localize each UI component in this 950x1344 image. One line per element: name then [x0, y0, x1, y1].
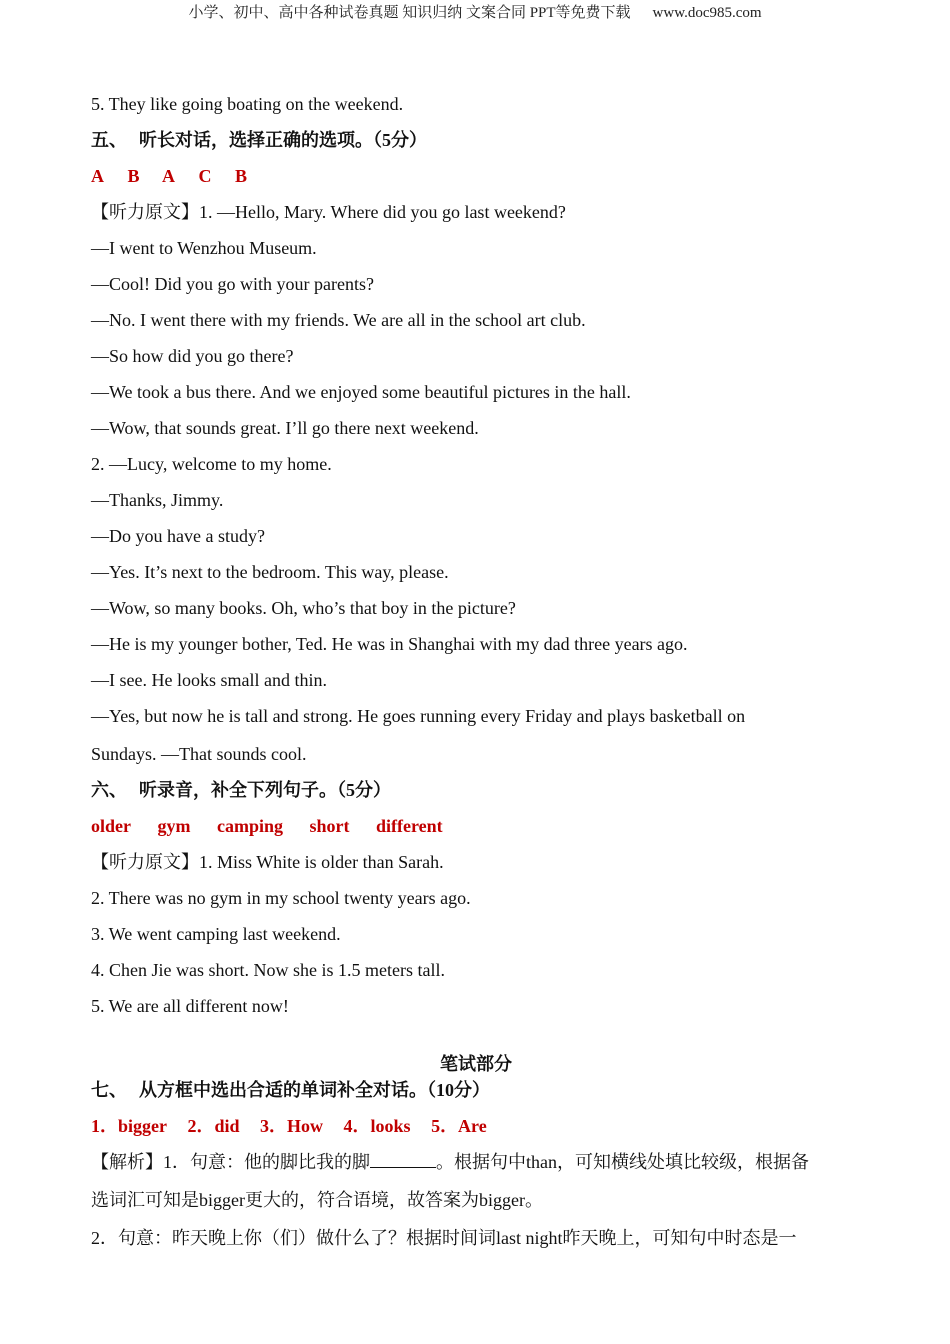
- section-number: 七、: [91, 1080, 127, 1100]
- page-header: [0, 0, 950, 24]
- answer: 5．Are: [431, 1116, 487, 1136]
- answer: older: [91, 816, 131, 836]
- dialogue-line: 【听力原文】1. —Hello, Mary. Where did you go last weekend?: [91, 202, 566, 222]
- answer: short: [309, 816, 350, 836]
- answer: C: [198, 166, 212, 186]
- document-body: [91, 92, 861, 1262]
- answer: A: [91, 166, 104, 186]
- section-number: 五、: [91, 130, 127, 150]
- answer: 1．bigger: [91, 1116, 167, 1136]
- answer: A: [162, 166, 176, 186]
- section-7-answers: [91, 1114, 861, 1150]
- header-site[interactable]: www.doc985.com: [652, 5, 762, 21]
- answer-blank: [370, 1151, 436, 1168]
- transcript-line: 3. We went camping last weekend.: [91, 924, 341, 944]
- answer: 3．How: [260, 1116, 324, 1136]
- answer: 4．looks: [343, 1116, 411, 1136]
- section-6-heading: [91, 778, 861, 814]
- text-line: 5. They like going boating on the weekend.: [91, 94, 404, 114]
- transcript-line: 【听力原文】1. Miss White is older than Sarah.: [91, 852, 444, 872]
- dialogue-line: —He is my younger bother, Ted. He was in Shanghai with my dad three years ago.: [91, 634, 688, 654]
- section-number: 六、: [91, 780, 127, 800]
- section-6-answers: [91, 814, 861, 850]
- dialogue-line: —No. I went there with my friends. We are all in the school art club.: [91, 310, 586, 330]
- transcript-line: 5. We are all different now!: [91, 996, 289, 1016]
- section-title: 听录音，补全下列句子。（5分）: [139, 780, 391, 800]
- answer: gym: [157, 816, 191, 836]
- section-7-heading: [91, 1078, 861, 1114]
- explanation-line: 2．句意：昨天晚上你（们）做什么了？根据时间词last night昨天晚上，可知句中时态是一: [91, 1228, 797, 1248]
- dialogue-line: —We took a bus there. And we enjoyed some beautiful pictures in the hall.: [91, 382, 631, 402]
- dialogue-line: —Wow, so many books. Oh, who’s that boy in the picture?: [91, 598, 516, 618]
- section-5-answers: [91, 164, 861, 200]
- answer: 2．did: [187, 1116, 240, 1136]
- section-title: 听长对话，选择正确的选项。（5分）: [139, 130, 427, 150]
- explanation-text: 【解析】1．句意：他的脚比我的脚: [91, 1152, 370, 1172]
- answer: camping: [217, 816, 284, 836]
- answer: B: [127, 166, 140, 186]
- section-title: 从方框中选出合适的单词补全对话。（10分）: [139, 1080, 490, 1100]
- transcript-line: 2. There was no gym in my school twenty years ago.: [91, 888, 471, 908]
- dialogue-line: Sundays. —That sounds cool.: [91, 744, 307, 764]
- header-text: 小学、初中、高中各种试卷真题 知识归纳 文案合同 PPT等免费下载: [188, 5, 631, 21]
- explanation-text: 。根据句中than，可知横线处填比较级，根据备: [436, 1152, 809, 1172]
- written-part-title: 笔试部分: [440, 1054, 512, 1074]
- answer: B: [235, 166, 248, 186]
- dialogue-line: —Yes, but now he is tall and strong. He goes running every Friday and plays basketball on: [91, 706, 746, 726]
- dialogue-line: 2. —Lucy, welcome to my home.: [91, 454, 332, 474]
- dialogue-line: —Wow, that sounds great. I’ll go there next weekend.: [91, 418, 479, 438]
- dialogue-line: —So how did you go there?: [91, 346, 294, 366]
- answer: different: [376, 816, 443, 836]
- dialogue-line: —Yes. It’s next to the bedroom. This way, please.: [91, 562, 449, 582]
- section-5-heading: [91, 128, 861, 164]
- dialogue-line: —Thanks, Jimmy.: [91, 490, 224, 510]
- dialogue-line: —I went to Wenzhou Museum.: [91, 238, 317, 258]
- dialogue-line: —Cool! Did you go with your parents?: [91, 274, 374, 294]
- explanation-line: 选词汇可知是bigger更大的，符合语境，故答案为bigger。: [91, 1190, 543, 1210]
- dialogue-line: —Do you have a study?: [91, 526, 265, 546]
- transcript-line: 4. Chen Jie was short. Now she is 1.5 meters tall.: [91, 960, 445, 980]
- dialogue-line: —I see. He looks small and thin.: [91, 670, 327, 690]
- explanation-line: [91, 1150, 861, 1188]
